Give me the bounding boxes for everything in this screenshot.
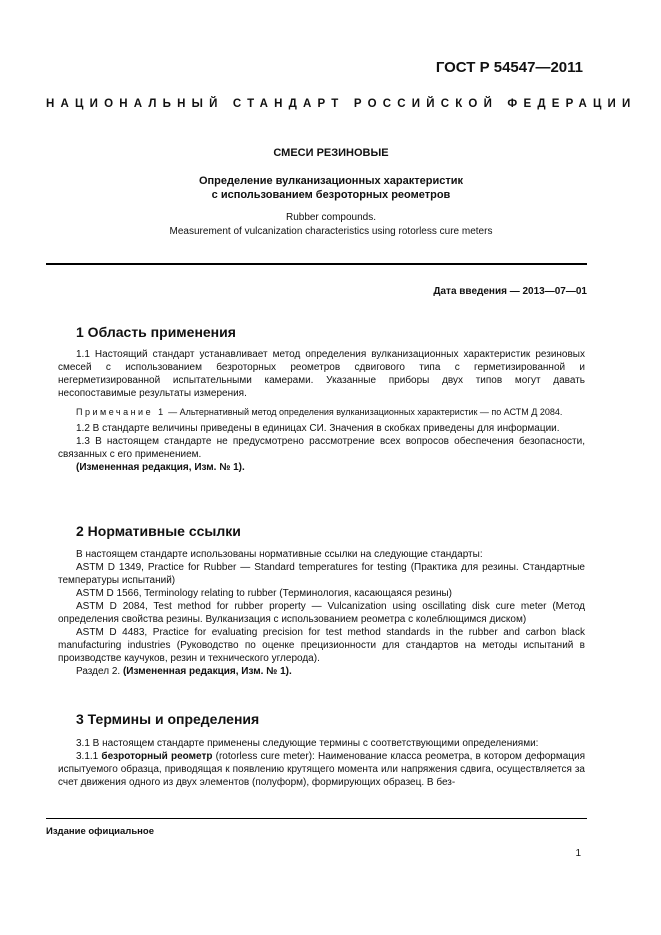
section-2-heading: 2 Нормативные ссылки (76, 523, 241, 539)
section-3-body (58, 737, 585, 789)
paragraph-3-1: 3.1 В настоящем стандарте применены следующие термины с соответствующими определениями: (76, 738, 539, 749)
note-text: — Альтернативный метод определения вулканизационных характеристик — по АСТМ Д 2084. (165, 407, 563, 417)
footer-divider (46, 818, 587, 819)
amendment-note-2 (58, 665, 585, 678)
references-intro: В настоящем стандарте использованы нормативные ссылки на следующие стандарты: (76, 549, 483, 560)
term-3-1-1 (58, 750, 585, 789)
reference-astm-d1566: ASTM D 1566, Terminology relating to rubber (Терминология, касающаяся резины) (76, 588, 453, 599)
section-1-heading: 1 Область применения (76, 324, 236, 340)
national-standard-banner: НАЦИОНАЛЬНЫЙ СТАНДАРТ РОССИЙСКОЙ ФЕДЕРАЦИИ (46, 98, 637, 110)
paragraph-1-2: 1.2 В стандарте величины приведены в единицах СИ. Значения в скобках приведены для информации. (76, 423, 560, 434)
section-2-body (58, 548, 585, 678)
reference-astm-d4483: ASTM D 4483, Practice for evaluating precision for test method standards in the rubber and carbon black manufacturing industries (Руководство по оценке прецизионности для стандартов на методы испытаний в производстве каучуков, резин и технического углерода). (58, 627, 585, 664)
reference-astm-d1349: ASTM D 1349, Practice for Rubber — Standard temperatures for testing (Практика для резины. Стандартные температуры испытаний) (58, 562, 585, 586)
page-number: 1 (575, 848, 581, 859)
term-definition: (rotorless cure meter): Наименование класса реометра, в котором деформация испытуемого образца, приводящая к появлению крутящего момента или напряжения сдвига, осуществляется за счет движения одного из двух элементов (полуформ), формирующих образец. В без- (58, 751, 585, 788)
title-english-line1: Rubber compounds. (285, 212, 377, 223)
note-1 (58, 406, 585, 418)
standard-code: ГОСТ Р 54547—2011 (435, 59, 583, 76)
term-name: безроторный реометр (101, 751, 213, 762)
amendment-prefix: Раздел 2. (76, 666, 123, 677)
title-subtitle-line1: Определение вулканизационных характеристик (198, 175, 464, 187)
title-english (46, 211, 616, 239)
introduction-date: Дата введения — 2013—07—01 (433, 286, 587, 297)
reference-astm-d2084: ASTM D 2084, Test method for rubber property — Vulcanization using oscillating disk cure meter (Метод определения свойства резины. Вулканизация с использованием реометра с колеблющимся диском) (58, 601, 585, 625)
title-main: СМЕСИ РЕЗИНОВЫЕ (273, 147, 389, 159)
term-number: 3.1.1 (76, 751, 102, 762)
note-label: Примечание 1 (76, 407, 166, 417)
section-1-body (58, 348, 585, 474)
paragraph-1-1: 1.1 Настоящий стандарт устанавливает метод определения вулканизационных характеристик резиновых смесей с использованием безроторных реометров сдвигового типа с герметизированной и негерметизированной испытательными камерами. Указанные приборы двух типов могут давать несопоставимые результаты измерения. (58, 349, 585, 399)
official-edition-label: Издание официальное (46, 826, 154, 837)
paragraph-1-3: 1.3 В настоящем стандарте не предусмотрено рассмотрение всех вопросов обеспечения безопасности, связанных с его применением. (58, 436, 585, 460)
title-divider (46, 263, 587, 265)
title-subtitle-line2: с использованием безроторных реометров (211, 189, 451, 201)
amendment-note-1: (Измененная редакция, Изм. № 1). (76, 462, 245, 473)
title-subtitle (46, 174, 616, 202)
section-3-heading: 3 Термины и определения (76, 711, 260, 727)
amendment-text: (Измененная редакция, Изм. № 1). (122, 666, 292, 677)
title-english-line2: Measurement of vulcanization characteristics using rotorless cure meters (169, 226, 493, 237)
